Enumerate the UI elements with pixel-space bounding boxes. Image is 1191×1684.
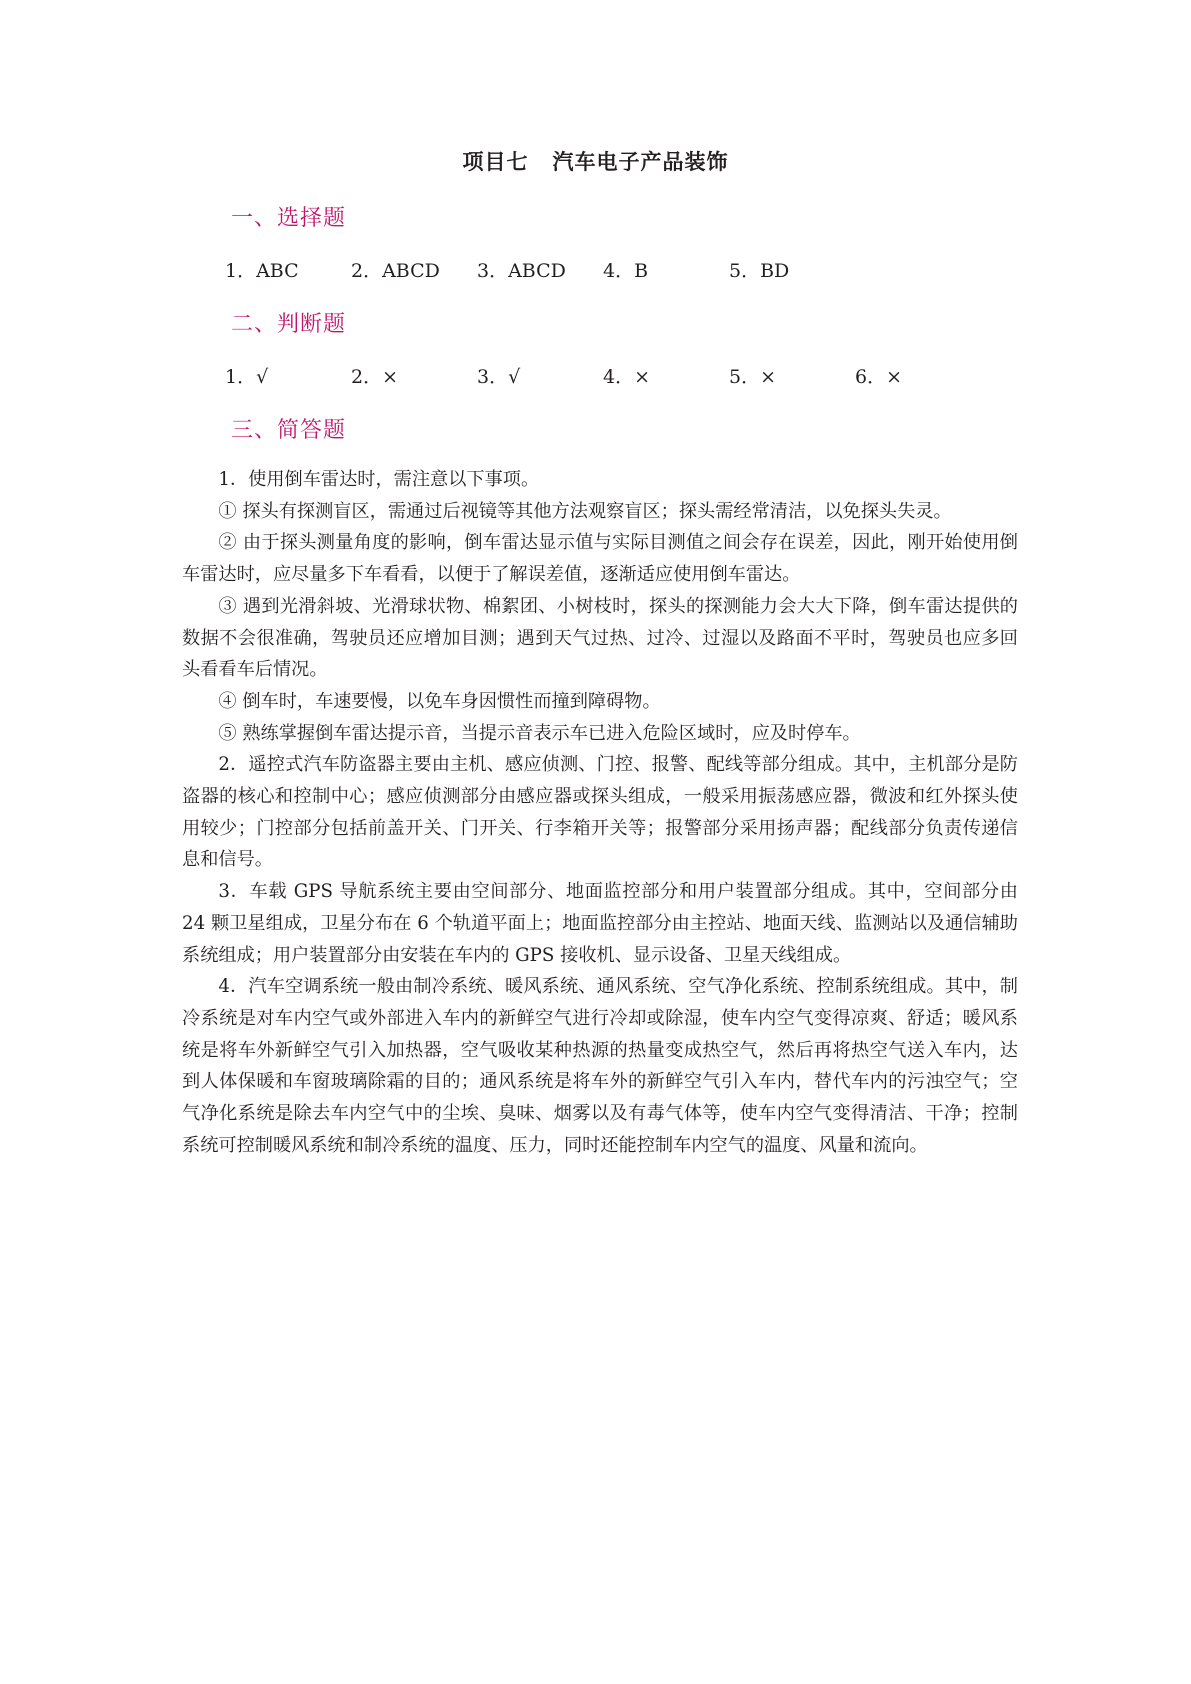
section-heading-short-answer: 三、简答题: [231, 418, 347, 443]
choice-answer-2: 2．ABCD: [351, 260, 440, 282]
short-answer-body: [182, 464, 1018, 1161]
paragraph-q1-item2: ② 由于探头测量角度的影响，倒车雷达显示值与实际目测值之间会存在误差，因此，刚开始使用倒车雷达时，应尽量多下车看看，以便于了解误差值，逐渐适应使用倒车雷达。: [182, 532, 1018, 586]
title-text: 汽车电子产品装饰: [552, 150, 729, 174]
judge-answers: [225, 362, 1085, 392]
paragraph-q1-item1: ① 探头有探测盲区，需通过后视镜等其他方法观察盲区；探头需经常清洁，以免探头失灵。: [218, 500, 952, 522]
choice-answer-1: 1．ABC: [225, 260, 299, 282]
judge-answer-1: 1．√: [225, 366, 269, 388]
paragraph-q2: 2．遥控式汽车防盗器主要由主机、感应侦测、门控、报警、配线等部分组成。其中，主机部分是防盗器的核心和控制中心；感应侦测部分由感应器或探头组成，一般采用振荡感应器，微波和红外探头使用较少；门控部分包括前盖开关、门开关、行李箱开关等；报警部分采用扬声器；配线部分负责传递信息和信号。: [182, 754, 1018, 871]
paragraph-q1: 1．使用倒车雷达时，需注意以下事项。: [218, 469, 540, 490]
paragraph-q1-item4: ④ 倒车时，车速要慢，以免车身因惯性而撞到障碍物。: [218, 690, 661, 712]
judge-answer-5: 5．×: [729, 366, 777, 388]
choice-answers: [225, 256, 1085, 286]
judge-answer-2: 2．×: [351, 366, 399, 388]
paragraph-q4: 4．汽车空调系统一般由制冷系统、暖风系统、通风系统、空气净化系统、控制系统组成。其中，制冷系统是对车内空气或外部进入车内的新鲜空气进行冷却或除湿，使车内空气变得凉爽、舒适；暖风系统是将车外新鲜空气引入加热器，空气吸收某种热源的热量变成热空气，然后再将热空气送入车内，达到人体保暖和车窗玻璃除霜的目的；通风系统是将车外的新鲜空气引入车内，替代车内的污浊空气；空气净化系统是除去车内空气中的尘埃、臭味、烟雾以及有毒气体等，使车内空气变得清洁、干净；控制系统可控制暖风系统和制冷系统的温度、压力，同时还能控制车内空气的温度、风量和流向。: [182, 976, 1018, 1156]
section-heading-choice: 一、选择题: [231, 206, 347, 231]
choice-answer-4: 4．B: [603, 260, 649, 282]
choice-answer-3: 3．ABCD: [477, 260, 566, 282]
judge-answer-4: 4．×: [603, 366, 651, 388]
section-heading-judge: 二、判断题: [231, 312, 347, 337]
judge-answer-3: 3．√: [477, 366, 521, 388]
title-prefix: 项目七: [462, 150, 529, 174]
paragraph-q3: 3．车载 GPS 导航系统主要由空间部分、地面监控部分和用户装置部分组成。其中，空间部分由 24 颗卫星组成，卫星分布在 6 个轨道平面上；地面监控部分由主控站、地面天线、监测站以及通信辅助系统组成；用户装置部分由安装在车内的 GPS 接收机、显示设备、卫星天线组成。: [182, 881, 1018, 966]
judge-answer-6: 6．×: [855, 366, 903, 388]
page-title: [0, 146, 1191, 176]
paragraph-q1-item5: ⑤ 熟练掌握倒车雷达提示音，当提示音表示车已进入危险区域时，应及时停车。: [218, 722, 861, 744]
paragraph-q1-item3: ③ 遇到光滑斜坡、光滑球状物、棉絮团、小树枝时，探头的探测能力会大大下降，倒车雷达提供的数据不会很准确，驾驶员还应增加目测；遇到天气过热、过冷、过湿以及路面不平时，驾驶员也应多回头看看车后情况。: [182, 595, 1018, 681]
choice-answer-5: 5．BD: [729, 260, 790, 282]
